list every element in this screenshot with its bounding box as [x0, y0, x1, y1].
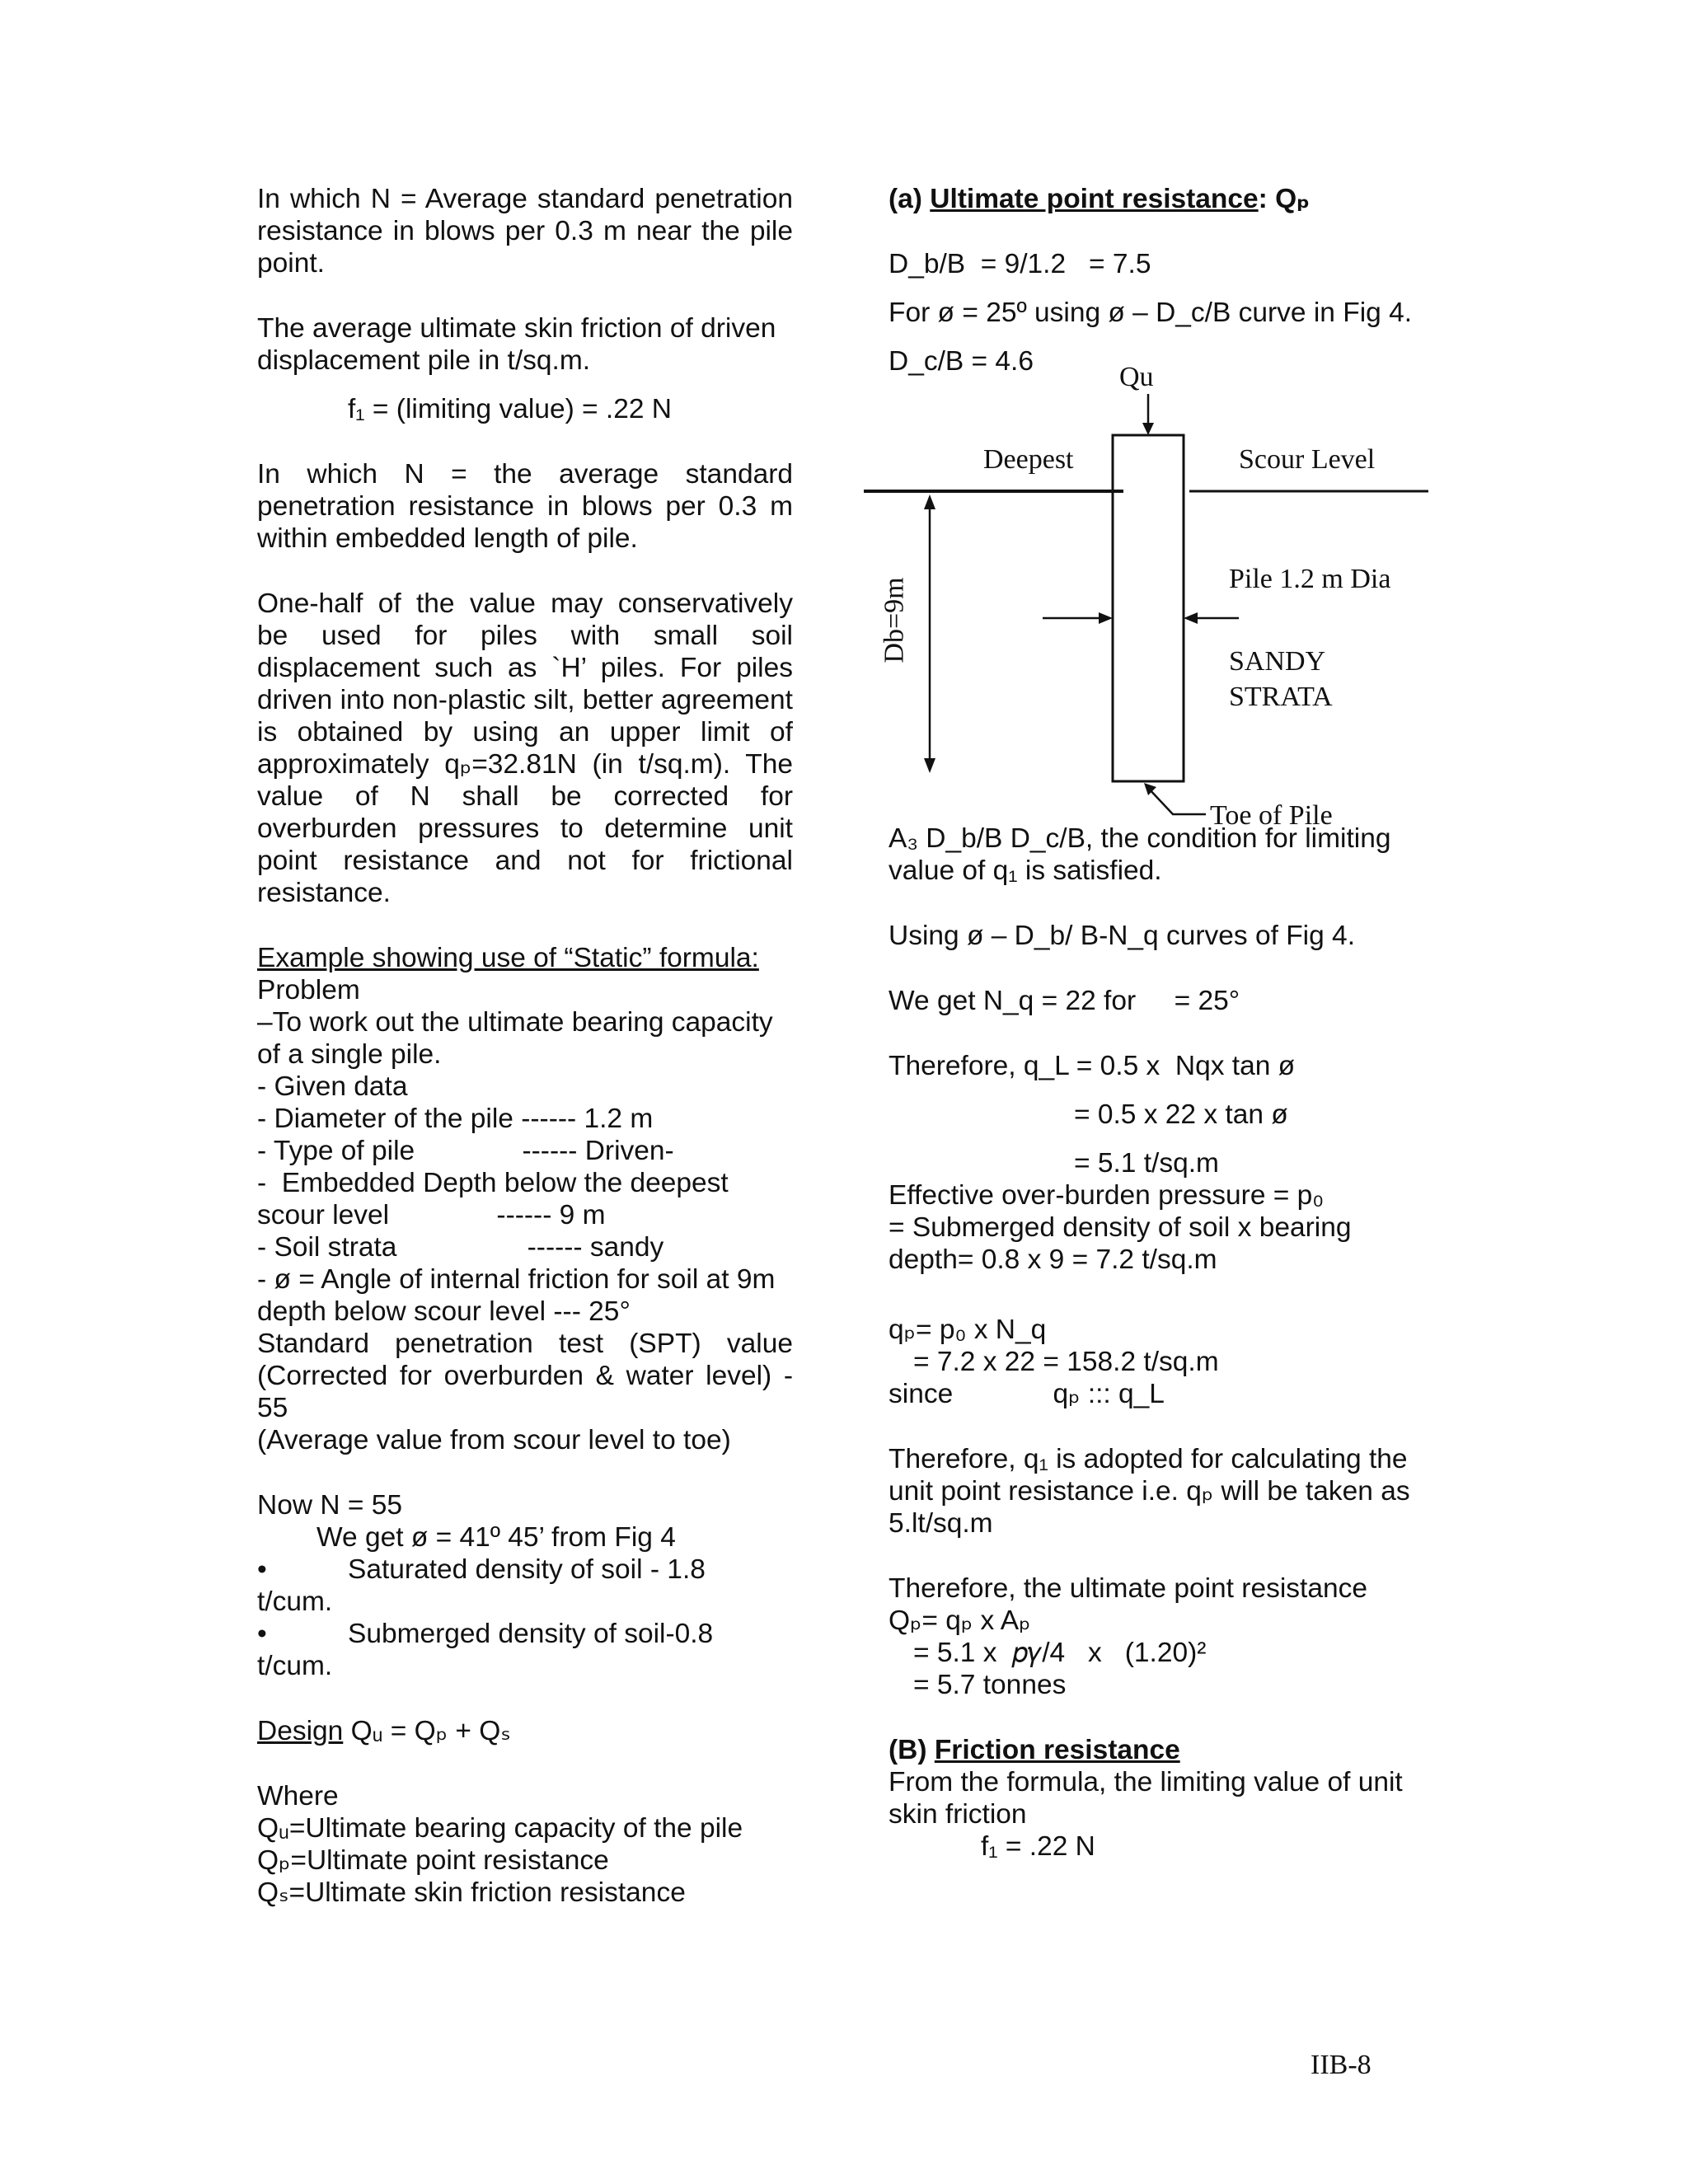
ql-step-2: = 5.1 t/sq.m — [1074, 1148, 1219, 1179]
ratio-db-b: D_b/B = 9/1.2 = 7.5 — [889, 249, 1151, 279]
label-scour-level: Scour Level — [1239, 444, 1376, 475]
example-line: - Diameter of the pile ------ 1.2 m — [257, 1104, 654, 1134]
ql-step-1: = 0.5 x 22 x tan ø — [1074, 1099, 1288, 1130]
heading-suffix: : Qₚ — [1258, 184, 1311, 214]
example-line: –To work out the ultimate bearing capacity of a single pile. — [257, 1007, 773, 1070]
heading-ultimate-point — [889, 183, 1432, 215]
definition-qu: Qᵤ=Ultimate bearing capacity of the pile — [257, 1813, 743, 1844]
example-line: Problem — [257, 975, 360, 1005]
using-curves: Using ø – D_b/ B-N_q curves of Fig 4. — [889, 921, 1355, 951]
label-toe-of-pile: Toe of Pile — [1210, 800, 1333, 831]
friction-formula-note: From the formula, the limiting value of unit skin friction — [889, 1767, 1403, 1830]
label-strata: STRATA — [1229, 682, 1333, 712]
heading-title: Friction resistance — [934, 1735, 1180, 1765]
since-line — [889, 1378, 1432, 1410]
qp-result: = 5.7 tonnes — [913, 1670, 1067, 1700]
qu-arrow-head — [1142, 423, 1154, 435]
bullet-icon: • — [257, 1619, 267, 1649]
example-line: - Embedded Depth below the deepest scour level ------ 9 m — [257, 1168, 737, 1230]
example-line: - Type of pile ------ Driven- — [257, 1136, 674, 1166]
example-line: Standard penetration test (SPT) value (Corrected for overburden & water level) - 55 — [257, 1329, 793, 1423]
submerged-density: = Submerged density of soil x bearing depth= 0.8 x 9 = 7.2 t/sq.m — [889, 1212, 1352, 1275]
heading-prefix: (a) — [889, 184, 922, 214]
phi-curve-note: For ø = 25º using ø – D_c/B curve in Fig 4. — [889, 298, 1413, 328]
we-get-phi: We get ø = 41º 45’ from Fig 4 — [316, 1522, 676, 1553]
page-number: IIB-8 — [1311, 2050, 1372, 2080]
toe-leader-line — [1148, 788, 1206, 814]
we-get-nq: We get N_q = 22 for = 25° — [889, 986, 1240, 1016]
paragraph-skin-friction: The average ultimate skin friction of driven displacement pile in t/sq.m. — [257, 313, 776, 376]
right-column — [879, 183, 1432, 1863]
heading-title: Ultimate point resistance — [930, 184, 1259, 214]
label-db: Db=9m — [879, 577, 910, 663]
design-formula: Qᵤ = Qₚ + Qₛ — [350, 1716, 511, 1746]
label-pile-dia: Pile 1.2 m Dia — [1229, 564, 1391, 594]
qp-value: = 7.2 x 22 = 158.2 t/sq.m — [913, 1347, 1219, 1377]
bullet-saturated — [257, 1554, 793, 1586]
qp-calc: = 5.1 x 𝑝𝛾/4 x (1.20)² — [913, 1638, 1207, 1668]
bullet-text: Submerged density of soil-0.8 — [348, 1619, 714, 1649]
condition-limiting: A₃ D_b/B D_c/B, the condition for limiting value of q₁ is satisfied. — [889, 823, 1391, 886]
pile-figure — [860, 362, 1437, 839]
example-line: (Average value from scour level to toe) — [257, 1425, 731, 1455]
therefore-ql: Therefore, q_L = 0.5 x Nqx tan ø — [889, 1051, 1296, 1081]
since-label: since — [889, 1379, 954, 1409]
qp-formula: qₚ= p₀ x N_q — [889, 1315, 1047, 1345]
label-qu: Qu — [1119, 362, 1154, 392]
friction-limit: f₁ = .22 N — [981, 1831, 1095, 1862]
bullet-unit: t/cum. — [257, 1651, 333, 1681]
ultimate-point-resistance: Therefore, the ultimate point resistance — [889, 1573, 1367, 1604]
definition-qp: Qₚ=Ultimate point resistance — [257, 1845, 609, 1876]
heading-friction — [889, 1734, 1432, 1766]
paragraph-n-definition: In which N = Average standard penetration resistance in blows per 0.3 m near the pile point. — [257, 184, 793, 279]
now-n: Now N = 55 — [257, 1490, 402, 1521]
formula-limiting-value: f₁ = (limiting value) = .22 N — [348, 394, 672, 424]
q1-adopted: Therefore, q₁ is adopted for calculating the unit point resistance i.e. qₚ will be taken as 5.lt/sq.m — [889, 1444, 1410, 1539]
example-line: - Soil strata ------ sandy — [257, 1232, 664, 1263]
paragraph-n-average: In which N = the average standard penetration resistance in blows per 0.3 m within embedded length of pile. — [257, 459, 793, 554]
label-deepest: Deepest — [983, 444, 1074, 475]
where-label: Where — [257, 1781, 339, 1811]
heading-prefix: (B) — [889, 1735, 927, 1765]
ratio-dc-b: D_c/B = 4.6 — [889, 346, 1034, 377]
label-sandy: SANDY — [1229, 646, 1326, 677]
bullet-unit: t/cum. — [257, 1586, 333, 1617]
qp-area-formula: Qₚ= qₚ x Aₚ — [889, 1605, 1031, 1636]
example-line: - Given data — [257, 1071, 408, 1102]
example-heading: Example showing use of “Static” formula: — [257, 943, 759, 973]
bullet-submerged — [257, 1618, 793, 1650]
design-label: Design — [257, 1716, 344, 1746]
left-column — [257, 183, 793, 1909]
pile-rect — [1113, 435, 1184, 781]
since-relation: qₚ ::: q_L — [1053, 1379, 1165, 1409]
example-line: - ø = Angle of internal friction for soil at 9m depth below scour level --- 25° — [257, 1264, 776, 1327]
definition-qs: Qₛ=Ultimate skin friction resistance — [257, 1877, 686, 1908]
bullet-icon: • — [257, 1554, 267, 1585]
paragraph-one-half: One-half of the value may conservatively be used for piles with small soil displacement such as `H’ piles. For piles driven into non-plastic silt, better agreement is obtained by using an upper limit of approximately qₚ=32.81N (in t/sq.m). The value of N shall be corrected for overburden pressures to determine unit point resistance and not for frictional resistance. — [257, 588, 793, 908]
overburden-pressure: Effective over-burden pressure = p₀ — [889, 1180, 1325, 1211]
design-formula-line — [257, 1715, 793, 1747]
bullet-text: Saturated density of soil - 1.8 — [348, 1554, 706, 1585]
